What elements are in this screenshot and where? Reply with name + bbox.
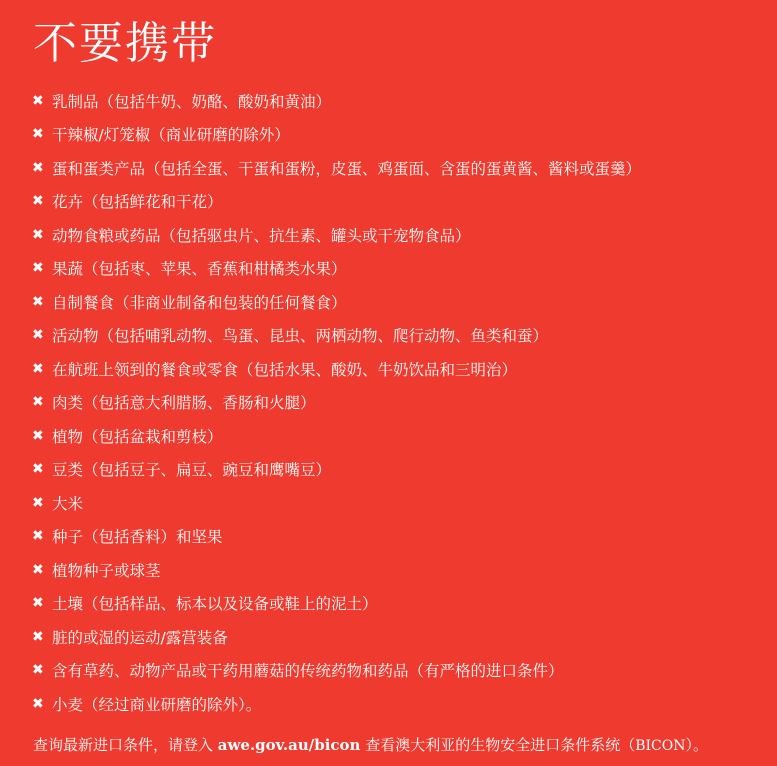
list-item	[32, 587, 641, 621]
cross-icon: ✖	[32, 159, 44, 176]
cross-icon: ✖	[32, 360, 44, 377]
cross-icon: ✖	[32, 427, 44, 444]
list-item-text: 蛋和蛋类产品（包括全蛋、干蛋和蛋粉，皮蛋、鸡蛋面、含蛋的蛋黄酱、酱料或蛋羹）	[52, 159, 642, 178]
list-item-text: 含有草药、动物产品或干药用蘑菇的传统药物和药品（有严格的进口条件）	[52, 662, 564, 681]
list-item-text: 乳制品（包括牛奶、奶酪、酸奶和黄油）	[52, 92, 332, 111]
cross-icon: ✖	[32, 226, 44, 243]
list-item-text: 在航班上领到的餐食或零食（包括水果、酸奶、牛奶饮品和三明治）	[52, 360, 518, 379]
list-item-text: 豆类（包括豆子、扁豆、豌豆和鹰嘴豆）	[52, 461, 332, 480]
page-title: 不要携带	[33, 18, 217, 69]
list-item	[32, 151, 641, 185]
list-item-text: 小麦（经过商业研磨的除外）。	[52, 695, 262, 714]
cross-icon: ✖	[32, 293, 44, 310]
cross-icon: ✖	[32, 662, 44, 679]
cross-icon: ✖	[32, 494, 44, 511]
list-item	[32, 218, 641, 252]
list-item	[32, 654, 641, 688]
list-item-text: 动物食粮或药品（包括驱虫片、抗生素、罐头或干宠物食品）	[52, 226, 471, 245]
list-item	[32, 386, 641, 420]
list-item	[32, 486, 641, 520]
cross-icon: ✖	[32, 327, 44, 344]
cross-icon: ✖	[32, 695, 44, 712]
cross-icon: ✖	[32, 461, 44, 478]
list-item-text: 大米	[52, 494, 84, 513]
list-item	[32, 84, 641, 118]
footer-prefix: 查询最新进口条件，请登入	[33, 736, 218, 754]
bicon-code: BICON	[635, 738, 686, 754]
list-item	[32, 352, 641, 386]
cross-icon: ✖	[32, 394, 44, 411]
list-item-text: 种子（包括香料）和坚果	[52, 528, 223, 547]
list-item-text: 脏的或湿的运动/露营装备	[52, 628, 228, 647]
cross-icon: ✖	[32, 528, 44, 545]
footer-suffix: ）。	[685, 736, 708, 754]
list-item	[32, 252, 641, 286]
list-item-text: 干辣椒/灯笼椒（商业研磨的除外）	[52, 126, 290, 145]
cross-icon: ✖	[32, 628, 44, 645]
cross-icon: ✖	[32, 595, 44, 612]
cross-icon: ✖	[32, 561, 44, 578]
list-item	[32, 520, 641, 554]
list-item-text: 自制餐食（非商业制备和包装的任何餐食）	[52, 293, 347, 312]
list-item-text: 果蔬（包括枣、苹果、香蕉和柑橘类水果）	[52, 260, 347, 279]
prohibited-items-list	[32, 84, 641, 721]
list-item	[32, 285, 641, 319]
list-item-text: 土壤（包括样品、标本以及设备或鞋上的泥土）	[52, 595, 378, 614]
footer-note	[33, 734, 708, 755]
list-item	[32, 185, 641, 219]
cross-icon: ✖	[32, 92, 44, 109]
cross-icon: ✖	[32, 126, 44, 143]
cross-icon: ✖	[32, 193, 44, 210]
list-item-text: 植物种子或球茎	[52, 561, 161, 580]
bicon-link[interactable]: awe.gov.au/bicon	[217, 736, 361, 754]
list-item-text: 肉类（包括意大利腊肠、香肠和火腿）	[52, 394, 316, 413]
list-item	[32, 620, 641, 654]
footer-middle: 查看澳大利亚的生物安全进口条件系统（	[360, 736, 636, 754]
list-item	[32, 553, 641, 587]
list-item	[32, 687, 641, 721]
cross-icon: ✖	[32, 260, 44, 277]
list-item-text: 花卉（包括鲜花和干花）	[52, 193, 223, 212]
list-item	[32, 319, 641, 353]
list-item-text: 植物（包括盆栽和剪枝）	[52, 427, 223, 446]
list-item	[32, 453, 641, 487]
list-item	[32, 118, 641, 152]
list-item-text: 活动物（包括哺乳动物、鸟蛋、昆虫、两栖动物、爬行动物、鱼类和蚕）	[52, 327, 549, 346]
list-item	[32, 419, 641, 453]
